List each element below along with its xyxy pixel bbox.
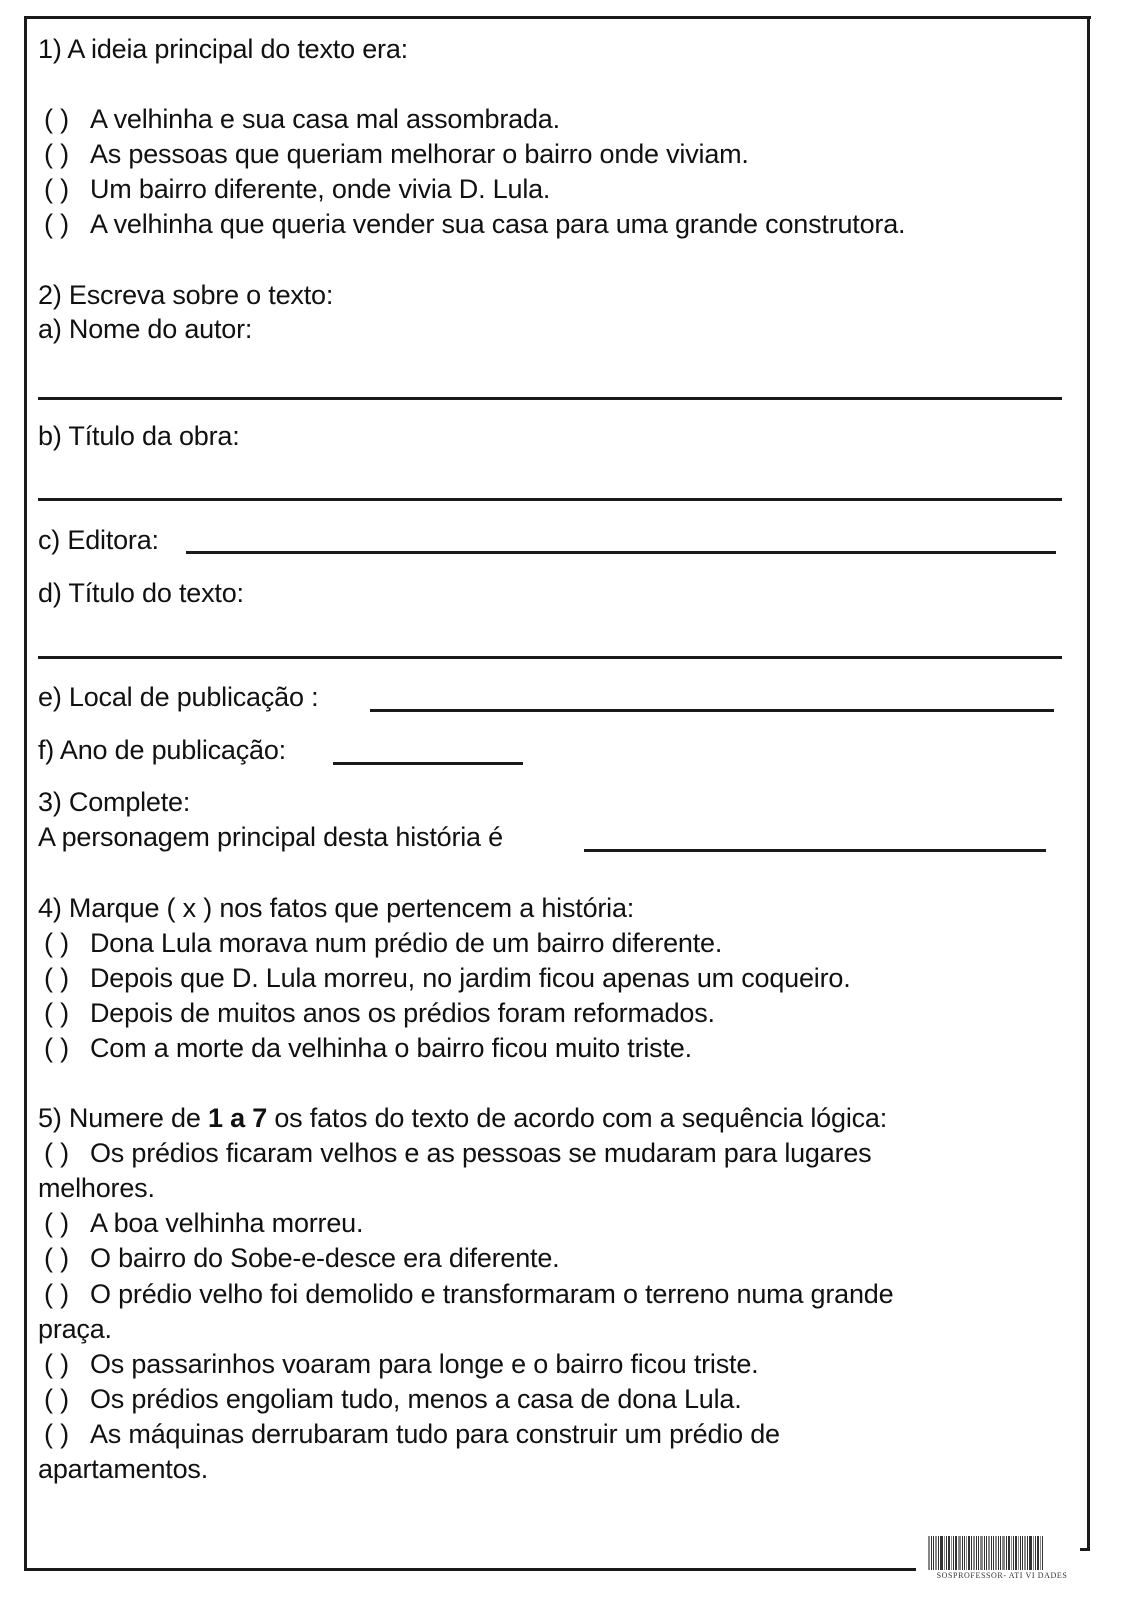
barcode-stripe bbox=[978, 1536, 979, 1570]
barcode-stripe bbox=[931, 1536, 932, 1570]
barcode-stripe bbox=[1006, 1536, 1007, 1570]
order-number-box[interactable]: ( ) bbox=[44, 1419, 69, 1449]
page-border-bottom bbox=[24, 1568, 916, 1571]
option-text-continued: melhores. bbox=[38, 1173, 155, 1203]
option-text: Um bairro diferente, onde vivia D. Lula. bbox=[90, 174, 551, 204]
option-text: As pessoas que queriam melhorar o bairro onde viviam. bbox=[90, 139, 749, 169]
option-text: Depois que D. Lula morreu, no jardim ficou apenas um coqueiro. bbox=[90, 963, 851, 993]
main-character-answer-line[interactable] bbox=[584, 849, 1046, 852]
barcode-stripe bbox=[1000, 1536, 1001, 1570]
barcode-stripe bbox=[1002, 1536, 1005, 1570]
barcode-stripe bbox=[1027, 1536, 1028, 1570]
answer-checkbox[interactable]: ( ) bbox=[44, 174, 69, 204]
barcode-caption: SOSPROFESSOR- ATI VI DADES bbox=[936, 1571, 1068, 1580]
answer-checkbox[interactable]: ( ) bbox=[44, 998, 69, 1028]
publication-year-answer-line[interactable] bbox=[333, 762, 523, 765]
barcode-stripe bbox=[1042, 1536, 1043, 1570]
option-text: Os prédios engoliam tudo, menos a casa de dona Lula. bbox=[90, 1384, 742, 1414]
question-1-option bbox=[38, 172, 550, 206]
option-text: As máquinas derrubaram tudo para construir um prédio de bbox=[90, 1419, 780, 1449]
option-text: Dona Lula morava num prédio de um bairro diferente. bbox=[90, 928, 723, 958]
option-text: A velhinha e sua casa mal assombrada. bbox=[90, 104, 560, 134]
question-5-option bbox=[38, 1417, 780, 1451]
question-5-option bbox=[38, 1206, 363, 1240]
page-border-right bbox=[1087, 16, 1090, 1551]
order-number-box[interactable]: ( ) bbox=[44, 1243, 69, 1273]
question-2-title: 2) Escreva sobre o texto: bbox=[38, 280, 334, 310]
barcode-stripe bbox=[1018, 1536, 1019, 1570]
title-text: 5) Numere de bbox=[38, 1103, 208, 1133]
work-title-label: b) Título da obra: bbox=[38, 421, 240, 451]
barcode-stripe bbox=[973, 1536, 975, 1570]
work-title-answer-line[interactable] bbox=[38, 498, 1062, 501]
barcode-stripe bbox=[995, 1536, 997, 1570]
option-text-continued: praça. bbox=[38, 1314, 112, 1344]
question-4-option bbox=[38, 926, 722, 960]
barcode-stripe bbox=[971, 1536, 972, 1570]
barcode-stripe bbox=[955, 1536, 957, 1570]
barcode-stripe bbox=[951, 1536, 952, 1570]
barcode-stripe bbox=[940, 1536, 943, 1570]
question-5-title bbox=[38, 1101, 887, 1135]
barcode-stripe bbox=[993, 1536, 994, 1570]
barcode-stripe bbox=[928, 1536, 930, 1570]
barcode-stripe bbox=[944, 1536, 945, 1570]
page-border-left bbox=[24, 16, 27, 1571]
option-text: Com a morte da velhinha o bairro ficou muito triste. bbox=[90, 1033, 692, 1063]
author-label: a) Nome do autor: bbox=[38, 314, 253, 344]
question-3-title: 3) Complete: bbox=[38, 787, 191, 817]
barcode-stripe bbox=[988, 1536, 990, 1570]
barcode-stripe bbox=[998, 1536, 999, 1570]
publication-year-label: f) Ano de publicação: bbox=[38, 735, 286, 765]
text-title-answer-line[interactable] bbox=[38, 656, 1062, 659]
answer-checkbox[interactable]: ( ) bbox=[44, 963, 69, 993]
barcode-stripe bbox=[991, 1536, 992, 1570]
barcode-stripe bbox=[1040, 1536, 1041, 1570]
barcode-stripe bbox=[1011, 1536, 1012, 1570]
text-title-label: d) Título do texto: bbox=[38, 578, 244, 608]
order-number-box[interactable]: ( ) bbox=[44, 1208, 69, 1238]
barcode-stripe bbox=[948, 1536, 950, 1570]
publication-place-label: e) Local de publicação : bbox=[38, 682, 319, 712]
barcode-stripe bbox=[968, 1536, 970, 1570]
barcode-stripe bbox=[1029, 1536, 1032, 1570]
barcode-stripe bbox=[1024, 1536, 1026, 1570]
barcode-stripe bbox=[980, 1536, 983, 1570]
question-1-option bbox=[38, 207, 905, 241]
option-text: A boa velhinha morreu. bbox=[90, 1208, 364, 1238]
answer-checkbox[interactable]: ( ) bbox=[44, 209, 69, 239]
option-text: O prédio velho foi demolido e transformaram o terreno numa grande bbox=[90, 1279, 894, 1309]
barcode-stripe bbox=[964, 1536, 965, 1570]
barcode-stripe bbox=[962, 1536, 963, 1570]
author-answer-line[interactable] bbox=[38, 397, 1062, 400]
barcode-stripe bbox=[1035, 1536, 1036, 1570]
barcode-stripe bbox=[946, 1536, 947, 1570]
question-5-option bbox=[38, 1136, 871, 1170]
barcode-stripe bbox=[976, 1536, 977, 1570]
question-5-option bbox=[38, 1241, 559, 1275]
option-text: Os passarinhos voaram para longe e o bairro ficou triste. bbox=[90, 1349, 759, 1379]
barcode-stripe bbox=[984, 1536, 985, 1570]
barcode-stripe bbox=[933, 1536, 934, 1570]
barcode-stripe bbox=[1020, 1536, 1021, 1570]
main-character-prompt: A personagem principal desta história é bbox=[38, 822, 503, 852]
question-4-option bbox=[38, 996, 715, 1030]
question-4-option bbox=[38, 961, 851, 995]
barcode-stripe bbox=[1015, 1536, 1017, 1570]
publisher-label: c) Editora: bbox=[38, 525, 159, 555]
barcode-stripe bbox=[1008, 1536, 1010, 1570]
option-text-continued: apartamentos. bbox=[38, 1454, 208, 1484]
question-5-option bbox=[38, 1382, 742, 1416]
answer-checkbox[interactable]: ( ) bbox=[44, 928, 69, 958]
option-text: O bairro do Sobe-e-desce era diferente. bbox=[90, 1243, 560, 1273]
order-number-box[interactable]: ( ) bbox=[44, 1384, 69, 1414]
page-border-corner bbox=[1080, 1548, 1090, 1551]
barcode-stripe bbox=[1033, 1536, 1034, 1570]
option-text: Os prédios ficaram velhos e as pessoas se mudaram para lugares bbox=[90, 1138, 872, 1168]
option-text: Depois de muitos anos os prédios foram reformados. bbox=[90, 998, 715, 1028]
answer-checkbox[interactable]: ( ) bbox=[44, 139, 69, 169]
question-1-option bbox=[38, 102, 560, 136]
answer-checkbox[interactable]: ( ) bbox=[44, 104, 69, 134]
answer-checkbox[interactable]: ( ) bbox=[44, 1033, 69, 1063]
order-number-box[interactable]: ( ) bbox=[44, 1138, 69, 1168]
range-emphasis: 1 a 7 bbox=[207, 1103, 268, 1133]
order-number-box[interactable]: ( ) bbox=[44, 1279, 69, 1309]
question-5-option bbox=[38, 1347, 758, 1381]
barcode-stripe bbox=[966, 1536, 967, 1570]
question-1-option bbox=[38, 137, 749, 171]
barcode-stripe bbox=[953, 1536, 954, 1570]
barcode-icon bbox=[928, 1536, 1076, 1570]
question-1-title: 1) A ideia principal do texto era: bbox=[38, 34, 408, 64]
order-number-box[interactable]: ( ) bbox=[44, 1349, 69, 1379]
publisher-answer-line[interactable] bbox=[186, 551, 1056, 554]
publication-place-answer-line[interactable] bbox=[370, 709, 1054, 712]
option-text: A velhinha que queria vender sua casa para uma grande construtora. bbox=[90, 209, 906, 239]
barcode-stripe bbox=[938, 1536, 939, 1570]
barcode-stripe bbox=[1013, 1536, 1014, 1570]
barcode-stripe bbox=[958, 1536, 961, 1570]
barcode-stripe bbox=[935, 1536, 937, 1570]
barcode-stripe bbox=[1022, 1536, 1023, 1570]
page-border-top bbox=[24, 16, 1091, 19]
barcode-stripe bbox=[986, 1536, 987, 1570]
question-4-title: 4) Marque ( x ) nos fatos que pertencem a história: bbox=[38, 893, 635, 923]
barcode-stripe bbox=[1037, 1536, 1039, 1570]
question-4-option bbox=[38, 1031, 692, 1065]
question-5-option bbox=[38, 1277, 893, 1311]
title-text: os fatos do texto de acordo com a sequência lógica: bbox=[267, 1103, 888, 1133]
